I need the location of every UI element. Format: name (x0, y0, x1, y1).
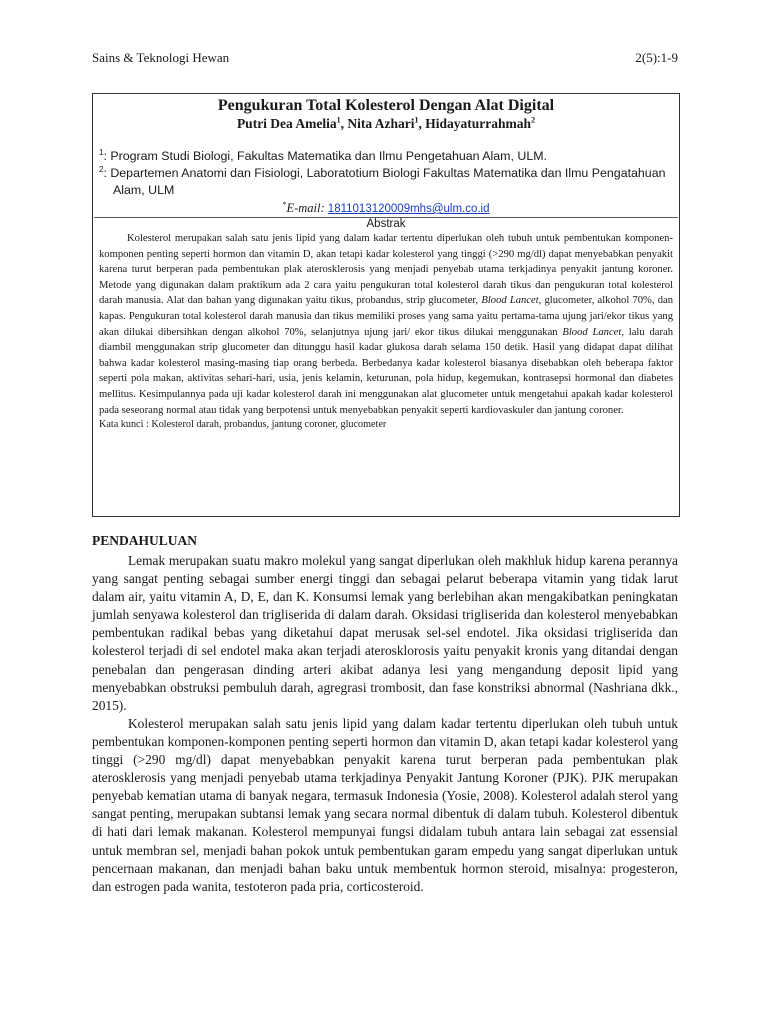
section-heading: PENDAHULUAN (92, 533, 198, 548)
email-label: E-mail: (286, 201, 325, 215)
affiliation-2 (99, 165, 673, 199)
abstract-text: Kolesterol merupakan salah satu jenis lipid yang dalam kadar tertentu diperlukan oleh tubuh untuk pembentukan komponen-komponen penting seperti hormon dan vitamin D, akan tetapi kadar kolesterol yang tinggi (>290 mg/dl) dapat menyebabkan penyakit karena turut berperan pada pembentukan plak aterosklerosis yang menjadi penyebab utama terkjadinya penyakit jantung koroner. Metode yang digunakan dalam praktikum ada 2 cara yaitu pengukuran total kolesterol darah tikus dan pengukuran total kolesterol darah manusia. Alat dan bahan yang digunakan yaitu tikus, probandus, strip glucometer, (99, 233, 673, 307)
affiliation-text: : Program Studi Biologi, Fakultas Matematika dan Ilmu Pengetahuan Alam, ULM. (103, 149, 547, 163)
keywords: Kata kunci : Kolesterol darah, probandus, jantung coroner, glucometer (99, 419, 387, 431)
email-mark: * (282, 199, 287, 209)
email-link[interactable]: 1811013120009mhs@ulm.co.id (327, 203, 490, 215)
abstract-text: , glucometer, alkohol 70%, dan kapas. Pengukuran total kolesterol darah manusia dan tikus memiliki proses yang sama yaitu pertama-tama ujung jari/ekor tikus yang akan dilukai dibersihkan dengan alkohol 70%, selanjutnya ujung jari/ ekor tikus dilukai menggunakan (99, 295, 673, 338)
abstract-body (99, 231, 673, 418)
author-list: Putri Dea Amelia$^1$, Nita Azhari$^1$, Hidayaturrahmah$^2$ (236, 115, 536, 131)
affiliation-mark: 2 (99, 164, 104, 174)
paragraph: Kolesterol merupakan salah satu jenis lipid yang dalam kadar tertentu diperlukan oleh tubuh untuk pembentukan komponen-komponen penting seperti hormon dan vitamin D, akan tetapi kadar kolesterol yang tinggi (>290 mg/dl) dapat menyebabkan penyakit karena turut berperan pada pembentukan plak aterosklerosis yang menjadi penyebab utama terkjadinya Penyakit Jantung Koroner (PJK). PJK merupakan penyebab kematian utama di banyak negara, termasuk Indonesia (Yosie, 2008). Kolesterol adalah sterol yang sangat penting, merupakan subtansi lemak yang secara normal dibentuk di dalam tubuh. Kolesterol dibentuk di hati dari lemak makanan. Kolesterol mempunyai fungsi didalam tubuh antara lain sebagai zat essensial untuk membran sel, menjadi bahan pokok untuk pembentukan garam empedu yang sangat diperlukan untuk pencernaan makanan, dan menjadi bahan baku untuk membentuk hormon steroid, misalnya: progesteron, dan estrogen pada wanita, testoteron pada pria, corticosteroid. (92, 715, 678, 894)
abstract-italic: Blood Lancet (481, 295, 539, 307)
abstract-italic: Blood Lancet (562, 326, 622, 338)
author-mark: 1 (336, 115, 341, 125)
issue-pages: 2(5):1-9 (635, 50, 678, 65)
section-body (92, 552, 678, 896)
affiliation-text-cont: Alam, ULM (113, 183, 175, 197)
affiliation-text: : Departemen Anatomi dan Fisiologi, Laboratotium Biologi Fakultas Matematika dan Ilmu Pengatahuan (103, 166, 666, 180)
author-mark: 2 (531, 115, 536, 125)
email-line (93, 200, 679, 217)
journal-name: Sains & Teknologi Hewan (92, 50, 230, 65)
affiliation-1 (99, 148, 673, 165)
author-name: Hidayaturrahmah (425, 116, 532, 131)
author-name: Putri Dea Amelia (236, 116, 337, 131)
author-name: Nita Azhari (347, 116, 415, 131)
running-header (92, 50, 678, 66)
title-abstract-box (92, 93, 680, 517)
paragraph: Lemak merupakan suatu makro molekul yang sangat diperlukan oleh makhluk hidup karena perannya yang sangat penting sebagai sumber energi tinggi dan sebagai pelarut beberapa vitamin yang tidak larut dalam air, yaitu vitamin A, D, E, dan K. Konsumsi lemak yang berlebihan akan mengakibatkan peningkatan jumlah senyawa kolesterol dan trigliserida di dalam darah. Oksidasi trigliserida dan kolesterol menyebabkan pembentukan radikal bebas yang diketahui dapat merusak sel-sel endotel. Jika oksidasi trigliserida dan kolesterol terjadi di sel endotel maka akan terjadi aterosklorosis yaitu penyakit kronis yang ditandai dengan penebalan dan pengerasan dinding arteri akibat adanya lesi yang mengandung deposit lipid yang menyebabkan obstruksi pembuluh darah, agregrasi trombosit, dan fase konstriksi abnormal (Nashriana dkk., 2015). (92, 553, 678, 713)
paper-title: Pengukuran Total Kolesterol Dengan Alat Digital (217, 97, 555, 114)
affiliation-mark: 1 (99, 147, 104, 157)
abstract-heading: Abstrak (94, 217, 678, 231)
author-mark: 1 (414, 115, 419, 125)
abstract-text: , lalu darah diambil menggunakan strip glucometer dan ditunggu hasil kadar glukosa darah selama 150 detik. Hasil yang didapat dapat dilihat bahwa kadar kolesterol masing-masing tiap orang berbeda. Berbedanya kadar kolesterol biasanya disebabkan oleh beberapa faktor seperti pola makan, aktivitas sehari-hari, usia, jenis kelamin, keturunan, pola hidup, kegemukan, kontrasepsi hormonal dan diabetes mellitus. Kesimpulannya pada uji kadar kolesterol darah ini menggunakan alat glucometer untuk mengetahui apakah kadar kolesterol pada seseorang normal atau tidak yang berpotensi untuk menyebabkan penyakit seperti kardiovaskuler dan jantung coroner. (99, 326, 674, 416)
